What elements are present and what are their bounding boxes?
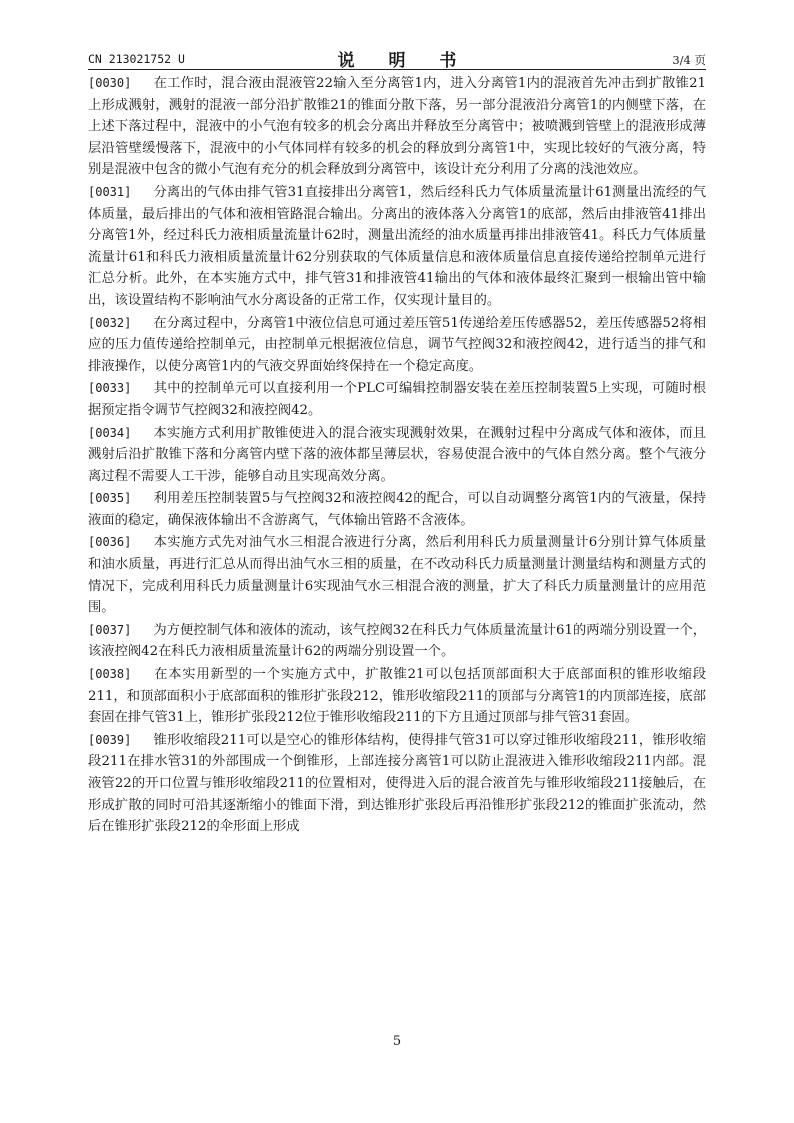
paragraph-text: 为方便控制气体和液体的流动，该气控阀32在科氏力气体质量流量计61的两端分别设置一个，该液控阀42在科氏力液相质量流量计62的两端分别设置一个。 [88,622,706,660]
paragraph-number: [0037] [88,622,132,637]
header-rule [88,69,706,70]
paragraph-text: 分离出的气体由排气管31直接排出分离管1，然后经科氏力气体质量流量计61测量出流经的气体质量，最后排出的气体和液相管路混合输出。分离出的液体落入分离管1的底部，然后由排液管41排出分离管1外，经过科氏力液相质量流量计62时，测量出流经的油水质量再排出排液管41。科氏力气体质量流量计61和科氏力液相质量流量计62分别获取的气体质量信息和液体质量信息直接传递给控制单元进行汇总分析。此外，在本实施方式中，排气管31和排液管41输出的气体和液体最终汇聚到一根输出管中输出，该设置结构不影响油气水分离设备的正常工作，仅实现计量目的。 [88,184,706,308]
paragraph-number: [0034] [88,425,132,440]
paragraph-text: 本实施方式利用扩散锥使进入的混合液实现溅射效果，在溅射过程中分离成气体和液体，而且溅射后沿扩散锥下落和分离管内壁下落的液体都呈薄层状，容易使混合液中的气体自然分离。整个气液分离过程不需要人工干涉，能够自动且实现高效分离。 [88,425,706,484]
paragraph-0039 [88,730,706,838]
paragraph-0038 [88,664,706,729]
paragraph-number: [0033] [88,381,132,396]
paragraph-0035 [88,488,706,531]
paragraph-0036 [88,532,706,618]
paragraph-number: [0032] [88,315,132,330]
paragraph-0037 [88,620,706,663]
paragraph-0030 [88,73,706,181]
paragraph-text: 在分离过程中，分离管1中液位信息可通过差压管51传递给差压传感器52，差压传感器52将相应的压力值传递给控制单元，由控制单元根据液位信息，调节气控阀32和液控阀42，进行适当的排气和排液操作，以使分离管1内的气液交界面始终保持在一个稳定高度。 [88,315,706,374]
paragraph-0034 [88,423,706,488]
paragraph-number: [0039] [88,732,132,747]
document-body [88,73,706,839]
paragraph-number: [0035] [88,491,132,506]
patent-number: CN 213021752 U [88,52,185,66]
paragraph-number: [0038] [88,667,132,682]
paragraph-text: 利用差压控制装置5与气控阀32和液控阀42的配合，可以自动调整分离管1内的气液量，保持液面的稳定，确保液体输出不含游离气，气体输出管路不含液体。 [88,491,706,528]
paragraph-number: [0031] [88,184,132,199]
paragraph-text: 本实施方式先对油气水三相混合液进行分离，然后利用科氏力质量测量计6分别计算气体质量和油水质量，再进行汇总从而得出油气水三相的质量，在不改动科氏力质量测量计测量结构和测量方式的情况下，完成利用科氏力质量测量计6实现油气水三相混合液的测量，扩大了科氏力质量测量计的应用范围。 [88,535,706,616]
paragraph-0032 [88,313,706,378]
paragraph-number: [0036] [88,535,132,550]
paragraph-text: 锥形收缩段211可以是空心的锥形体结构，使得排气管31可以穿过锥形收缩段211，锥形收缩段211在排水管31的外部围成一个倒锥形，上部连接分离管1可以防止混液进入锥形收缩段211内部。混液管22的开口位置与锥形收缩段211的位置相对，使得进入后的混合液首先与锥形收缩段211接触后，在形成扩散的同时可沿其逐渐缩小的锥面下滑，到达锥形扩张段后再沿锥形扩张段212的锥面扩张流动，然后在锥形扩张段212的伞形面上形成 [88,732,706,835]
paragraph-text: 在工作时，混合液由混液管22输入至分离管1内，进入分离管1内的混液首先冲击到扩散锥21上形成溅射，溅射的混液一部分沿扩散锥21的锥面分散下落，另一部分混液沿分离管1的内侧壁下落，在上述下落过程中，混液中的小气泡有较多的机会分离出并释放至分离管中；被喷溅到管壁上的混液形成薄层沿管壁缓慢落下，混液中的小气体同样有较多的机会的释放到分离管1中，实现比较好的气液分离，特别是混液中包含的微小气泡有充分的机会释放到分离管中，该设计充分利用了分离的浅池效应。 [88,76,706,178]
page-number: 5 [392,1034,402,1049]
page-header [88,46,706,71]
paragraph-0031 [88,182,706,312]
paragraph-text: 其中的控制单元可以直接利用一个PLC可编辑控制器安装在差压控制装置5上实现，可随时根据预定指令调节气控阀32和液控阀42。 [88,381,706,418]
page-indicator: 3/4 页 [672,53,706,67]
document-title: 说 明 书 [337,51,471,71]
paragraph-number: [0030] [88,76,132,90]
paragraph-0033 [88,378,706,421]
paragraph-text: 在本实用新型的一个实施方式中，扩散锥21可以包括顶部面积大于底部面积的锥形收缩段211，和顶部面积小于底部面积的锥形扩张段212，锥形收缩段211的顶部与分离管1的内顶部连接，底部套固在排气管31上，锥形扩张段212位于锥形收缩段211的下方且通过顶部与排气管31套固。 [88,667,706,726]
